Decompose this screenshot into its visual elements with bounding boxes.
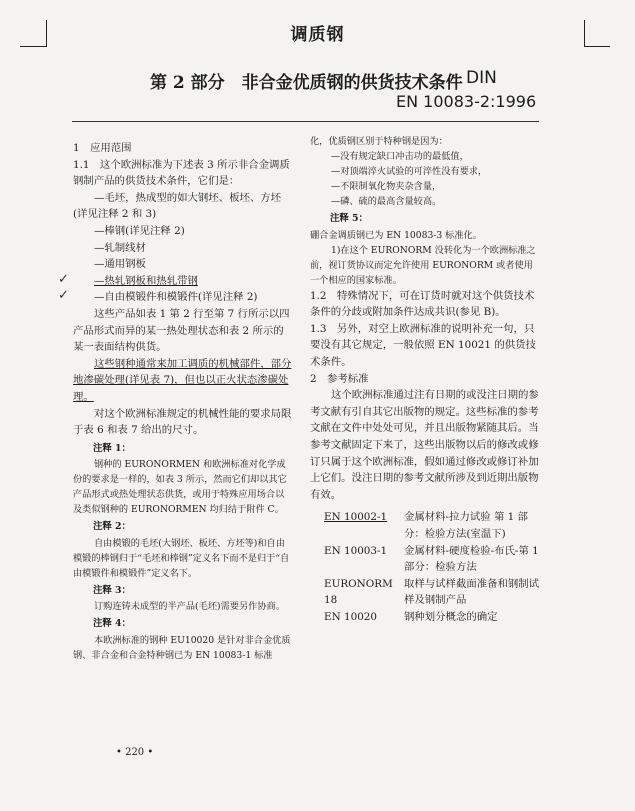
reference-row (310, 609, 540, 626)
note-heading: 注释 3： (93, 584, 131, 596)
reference-code: EN 10002-1 (324, 511, 388, 524)
list-item: —毛坯，热成型的如大钢坯、板坯、方坯(详见注释 2 和 3) (73, 191, 282, 221)
reference-code: EURONORM 18 (324, 577, 393, 607)
note-text: 钢种的 EURONORMEN 和欧洲标准对化学成份的要求是一样的，如表 3 所示，然而它们却以其它产品形式或热处理状态供货，或用于特殊应用场合以及类似钢种的 EURONORMEN 均归结于附件 C。 (73, 459, 287, 516)
reference-title: 钢种划分概念的确定 (404, 610, 498, 623)
footnote: 1)在这个 EURONORM 没转化为一个欧洲标准之前，视订货协议而定允许使用 EURONORM 或者使用一个相应的国家标准。 (310, 244, 536, 286)
note-heading: 注释 1： (93, 442, 131, 454)
paragraph: 这些钢种通常来加工调质的机械部件，部分地渗碳处理(详见表 7)，但也以正火状态渗碳处理。 (73, 357, 292, 403)
check-mark-icon: ✓ (58, 288, 69, 303)
note-text: 硼合金调质钢已为 EN 10083-3 标准化。 (310, 229, 482, 241)
reference-row (310, 543, 540, 576)
din-label: DIN (466, 68, 497, 88)
list-item: —热轧钢板和热轧带钢 (94, 274, 198, 287)
reference-title: 取样与试样截面准备和钢制试样及钢制产品 (404, 577, 540, 607)
paragraph: 这些产品如表 1 第 2 行至第 7 行所示以四产品形式而异的某一热处理状态和表 2 所示的某一表面结构供货。 (73, 307, 290, 354)
note-heading: 注释 5： (330, 213, 368, 224)
list-item: —棒钢(详见注释 2) (94, 224, 185, 237)
reference-title: 金属材料-拉力试验 第 1 部分：检验方法(室温下) (404, 511, 528, 540)
section-heading: 1 应用范围 (73, 142, 132, 154)
check-mark-icon: ✓ (58, 272, 69, 287)
list-item: —磷、硫的最高含量较高。 (331, 196, 442, 207)
note-text: 本欧洲标准的钢种 EU10020 是针对非合金优质钢、非合金和合金特种钢已为 EN 10083-1 标准 (73, 635, 291, 662)
paragraph: 这个欧洲标准通过注有日期的或没注日期的参考文献有引自其它出版物的规定。这些标准的参考文献在文件中处处可见，并且出版物紧随其后。当参考文献固定下来了，这些出版物以后的修改或修订只属于这个欧洲标准，假如通过修改或修订补加上它们。没注日期的参考文献所涉及到近期出版物有效。 (310, 389, 539, 501)
list-item: —没有规定缺口冲击功的最低值， (331, 151, 469, 162)
reference-code: EN 10020 (324, 610, 378, 623)
right-column (310, 134, 540, 625)
left-column (73, 140, 293, 663)
standard-number: EN 10083-2:1996 (396, 92, 537, 111)
list-item: —轧制线材 (94, 241, 146, 254)
note-heading: 注释 4： (93, 618, 131, 630)
note-text: 自由模锻的毛坯(大钢坯、板坯、方坯等)和自由模锻的棒钢归于“毛坯和棒钢”定义名下而不是归于“自由模锻件和模锻件”定义名下。 (73, 537, 290, 579)
list-item: —不限制氧化物夹杂含量， (331, 181, 442, 192)
list-item: —对顶端淬火试验的可淬性没有要求， (331, 166, 488, 177)
header-rule (72, 121, 539, 122)
note-text: 订购连铸未成型的半产品(毛坯)需要另作协商。 (94, 601, 285, 613)
paragraph: 1.2 特殊情况下，可在订货时就对这个供货技术条件的分歧或附加条件达成共识(参见 B)。 (310, 289, 535, 319)
paragraph: 对这个欧洲标准规定的机械性能的要求局限于表 6 和表 7 给出的尺寸。 (73, 407, 292, 437)
paragraph: 化，优质钢区别于特种钢是因为： (310, 136, 448, 147)
crop-mark (584, 46, 610, 47)
note-heading: 注释 2： (93, 521, 131, 533)
page-number: • 220 • (116, 747, 154, 758)
list-item: —自由模锻件和模锻件(详见注释 2) (94, 291, 258, 304)
list-item: —通用钢板 (94, 258, 146, 271)
document-title: 调质钢 (290, 25, 345, 45)
paragraph: 1.1 这个欧洲标准为下述表 3 所示非合金调质钢制产品的供货技术条件，它们是： (73, 158, 290, 188)
crop-mark (20, 46, 46, 47)
document-part-title: 第 2 部分 非合金优质钢的供货技术条件 (150, 73, 463, 93)
paragraph: 1.3 另外，对空上欧洲标准的说明补充一句，只要没有其它规定，一般依照 EN 10021 的供货技术条件。 (310, 322, 536, 368)
section-heading: 2 参考标准 (310, 372, 369, 385)
reference-title: 金属材料-硬度检验-布氏-第 1 部分：检验方法 (404, 544, 539, 574)
reference-list (310, 509, 540, 625)
reference-row (310, 576, 540, 609)
reference-row (310, 509, 540, 542)
reference-code: EN 10003-1 (324, 544, 388, 557)
